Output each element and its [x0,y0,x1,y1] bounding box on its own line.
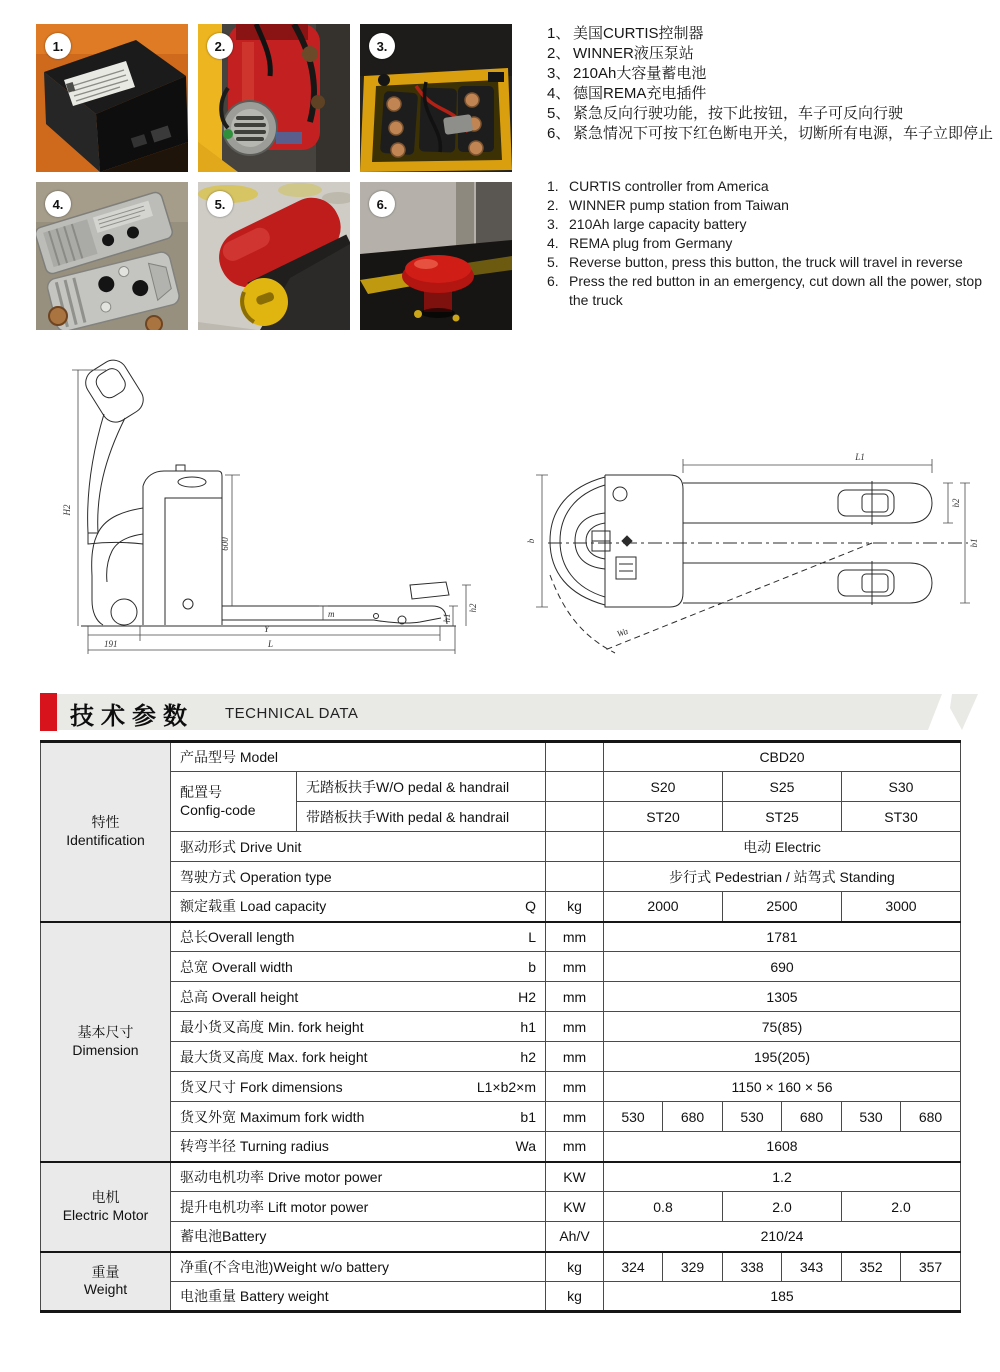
side-dimension-labels [62,504,478,649]
truck-top-outline [548,475,968,653]
unit-cell: KW [546,1192,604,1222]
svg-text:L1: L1 [855,452,865,462]
row-label: 驱动形式 Drive Unit [171,832,546,862]
value-cell: ST30 [842,802,961,832]
value-cell: 3000 [842,892,961,922]
value-cell: 0.8 [604,1192,723,1222]
photo-number-badge: 5. [207,191,233,217]
title-chinese: 技术参数 [70,703,194,730]
row-label: 净重(不含电池)Weight w/o battery [171,1252,546,1282]
row-label: 提升电机功率 Lift motor power [171,1192,546,1222]
photo-battery-compartment [360,24,512,172]
value-cell: 690 [604,952,961,982]
truck-side-outline [80,358,456,626]
row-label: 蓄电池Battery [171,1222,546,1252]
unit-cell [546,742,604,772]
table-row [41,1102,961,1132]
value-cell: S20 [604,772,723,802]
list-item: 3、 210Ah大容量蓄电池 [547,65,707,82]
config-code-label: 配置号 Config-code [171,772,297,832]
row-label: 驾驶方式 Operation type [171,862,546,892]
value-cell: 电动 Electric [604,832,961,862]
table-row [41,1222,961,1252]
value-cell: 1150 × 160 × 56 [604,1072,961,1102]
value-cell: 75(85) [604,1012,961,1042]
value-cell: 357 [901,1252,961,1282]
row-label: 货叉外宽 Maximum fork width b1 [171,1102,546,1132]
unit-cell: kg [546,1282,604,1312]
section-dimension: 基本尺寸 Dimension [41,922,171,1162]
value-cell: 2500 [723,892,842,922]
table-row [41,982,961,1012]
value-cell: S30 [842,772,961,802]
value-cell: 2000 [604,892,723,922]
photo-number-badge: 2. [207,33,233,59]
value-cell: 530 [842,1102,901,1132]
value-cell: 680 [663,1102,723,1132]
photo-number-badge: 3. [369,33,395,59]
value-cell: 343 [782,1252,842,1282]
svg-text:b: b [526,538,536,544]
unit-cell [546,862,604,892]
section-weight: 重量 Weight [41,1252,171,1312]
top-dimension-labels [526,452,979,639]
value-cell: 2.0 [723,1192,842,1222]
svg-text:191: 191 [104,639,118,649]
value-cell: 1608 [604,1132,961,1162]
unit-cell: mm [546,1012,604,1042]
value-cell: ST25 [723,802,842,832]
row-label: 货叉尺寸 Fork dimensions L1×b2×m [171,1072,546,1102]
list-item: 1、 美国CURTIS控制器 [547,25,704,42]
svg-text:h1: h1 [442,613,452,623]
unit-cell: mm [546,1102,604,1132]
table-row [41,832,961,862]
row-label: 电池重量 Battery weight [171,1282,546,1312]
unit-cell: KW [546,1162,604,1192]
photo-number-badge: 6. [369,191,395,217]
table-row [41,772,961,802]
table-row [41,892,961,922]
value-cell: CBD20 [604,742,961,772]
section-identification: 特性 Identification [41,742,171,922]
value-cell: 352 [842,1252,901,1282]
row-label: 总宽 Overall width b [171,952,546,982]
value-cell: 530 [723,1102,782,1132]
row-label: 产品型号 Model [171,742,546,772]
value-cell: 530 [604,1102,663,1132]
table-row [41,1012,961,1042]
value-cell: 195(205) [604,1042,961,1072]
row-label: 额定载重 Load capacity Q [171,892,546,922]
photo-number-badge: 1. [45,33,71,59]
svg-text:H2: H2 [62,504,72,516]
svg-text:600: 600 [220,537,230,551]
feature-list-chinese [547,24,999,144]
unit-cell: mm [546,1072,604,1102]
value-cell: 324 [604,1252,663,1282]
row-label: 带踏板扶手With pedal & handrail [297,802,546,832]
photo-number-badge: 4. [45,191,71,217]
svg-text:Y: Y [264,624,270,634]
value-cell: 338 [723,1252,782,1282]
list-item: 4. REMA plug from Germany [547,235,733,251]
value-cell: 步行式 Pedestrian / 站驾式 Standing [604,862,961,892]
unit-cell: mm [546,982,604,1012]
feature-photo-grid [36,24,512,330]
table-row [41,1042,961,1072]
side-dimension-lines [72,370,471,654]
list-item: 4、 德国REMA充电插件 [547,85,707,102]
technical-data-title-bar [40,693,960,731]
row-label: 无踏板扶手W/O pedal & handrail [297,772,546,802]
title-band-tip [948,694,982,730]
table-row [41,922,961,952]
svg-text:L: L [268,639,274,649]
svg-text:m: m [328,609,335,619]
value-cell: 329 [663,1252,723,1282]
unit-cell: mm [546,922,604,952]
table-row [41,1252,961,1282]
row-label: 驱动电机功率 Drive motor power [171,1162,546,1192]
table-row [41,1162,961,1192]
table-row [41,952,961,982]
svg-text:Wa: Wa [615,625,630,639]
list-item: 6、 紧急情况下可按下红色断电开关，切断所有电源，车子立即停止 [547,125,994,142]
list-item: 6. Press the red button in an emergency, cut down all the power, stop the truck [547,273,982,308]
table-row [41,1282,961,1312]
unit-cell [546,772,604,802]
list-item: 2. WINNER pump station from Taiwan [547,197,789,213]
value-cell: 680 [901,1102,961,1132]
svg-text:b1: b1 [969,538,979,548]
table-row [41,1132,961,1162]
svg-text:h2: h2 [468,603,478,613]
top-dimension-lines [536,459,970,607]
list-item: 3. 210Ah large capacity battery [547,216,747,232]
unit-cell: kg [546,1252,604,1282]
unit-cell: mm [546,1132,604,1162]
technical-data-table [40,740,961,1313]
value-cell: 1305 [604,982,961,1012]
value-cell: 1781 [604,922,961,952]
svg-text:b2: b2 [951,498,961,508]
unit-cell: mm [546,952,604,982]
value-cell: S25 [723,772,842,802]
photo-winner-pump [198,24,350,172]
table-row [41,742,961,772]
table-row [41,1192,961,1222]
table-row [41,862,961,892]
unit-cell: mm [546,1042,604,1072]
value-cell: 185 [604,1282,961,1312]
title-red-block [40,693,57,731]
value-cell: 210/24 [604,1222,961,1252]
row-label: 最小货叉高度 Min. fork height h1 [171,1012,546,1042]
photo-curtis-controller [36,24,188,172]
list-item: 5. Reverse button, press this button, the truck will travel in reverse [547,254,963,270]
title-english: TECHNICAL DATA [225,705,359,722]
row-label: 总高 Overall height H2 [171,982,546,1012]
value-cell: ST20 [604,802,723,832]
feature-list-english [547,177,999,310]
photo-rema-plug [36,182,188,330]
list-item: 2、 WINNER液压泵站 [547,45,694,62]
row-label: 总长Overall length L [171,922,546,952]
table-row [41,1072,961,1102]
value-cell: 680 [782,1102,842,1132]
row-label: 最大货叉高度 Max. fork height h2 [171,1042,546,1072]
list-item: 1. CURTIS controller from America [547,178,769,194]
value-cell: 2.0 [842,1192,961,1222]
unit-cell [546,802,604,832]
unit-cell [546,832,604,862]
photo-emergency-button [360,182,512,330]
value-cell: 1.2 [604,1162,961,1192]
row-label: 转弯半径 Turning radius Wa [171,1132,546,1162]
top-view-drawing [520,415,980,680]
section-electric-motor: 电机 Electric Motor [41,1162,171,1252]
photo-reverse-button [198,182,350,330]
unit-cell: Ah/V [546,1222,604,1252]
side-view-drawing [36,358,501,673]
unit-cell: kg [546,892,604,922]
list-item: 5、 紧急反向行驶功能，按下此按钮，车子可反向行驶 [547,105,904,122]
